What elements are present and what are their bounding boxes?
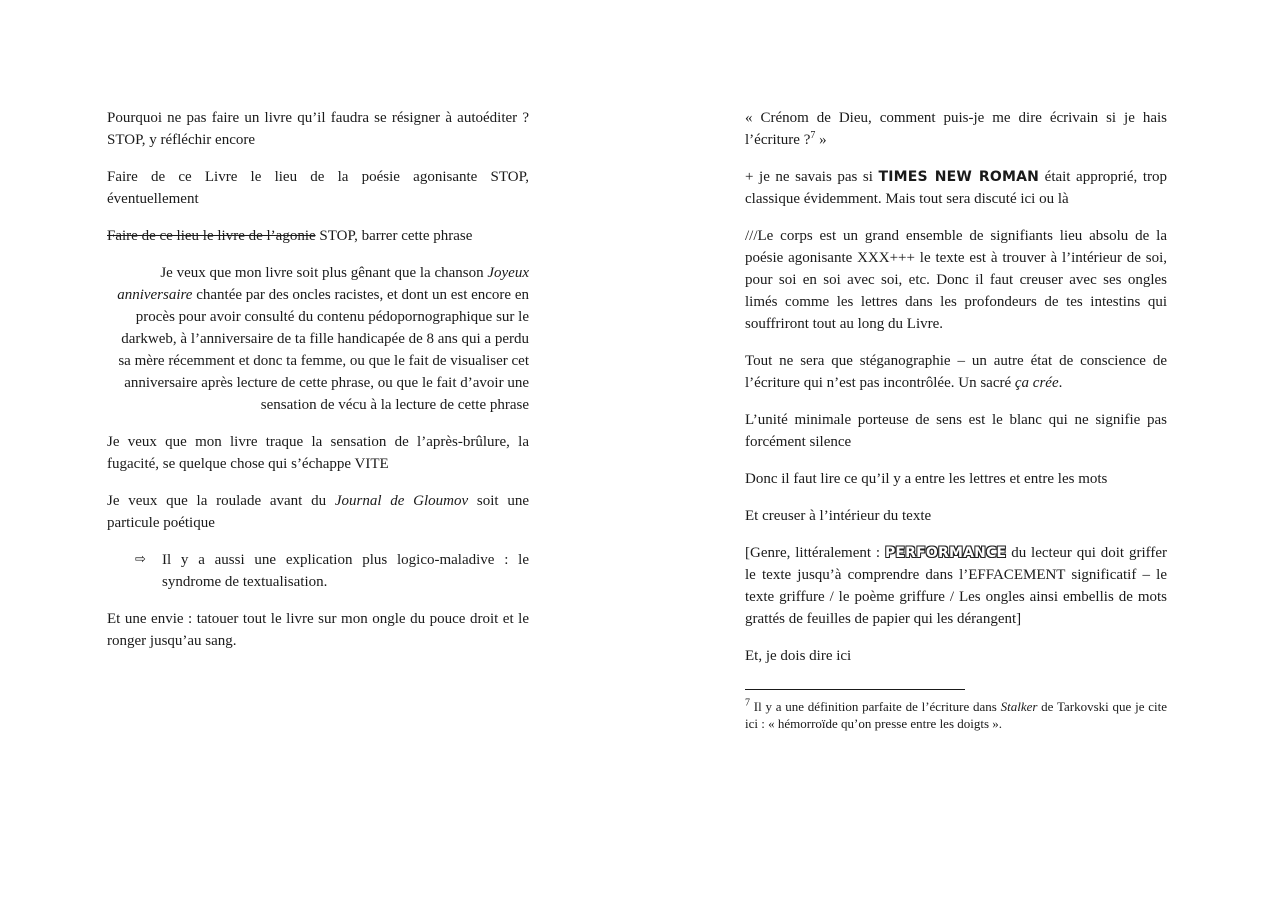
italic-title: Journal de Gloumov	[334, 493, 469, 509]
paragraph-tatouer: Et une envie : tatouer tout le livre sur mon ongle du pouce droit et le ronger jusqu’au sang.	[107, 611, 529, 649]
font-name-display: TIMES NEW ROMAN	[878, 169, 1040, 185]
right-text-column	[745, 107, 1167, 732]
text-run: [Genre, littéralement :	[745, 545, 885, 561]
paragraph-autoediter: Pourquoi ne pas faire un livre qu’il faudra se résigner à autoéditer ? STOP, y réfléchir encore	[107, 110, 529, 148]
paragraph-performance	[745, 542, 1167, 630]
arrow-bullet-item	[135, 549, 529, 593]
text-run: chantée par des oncles racistes, et dont un est encore en procès pour avoir consulté du contenu pédopornographique sur le darkweb, à l’anniversaire de ta fille handicapée de 8 ans qui a perdu sa mère récemment et donc ta femme, ou que le fait de visualiser cet anniversaire après lecture de cette phrase, ou que le fait d’avoir une sensation de vécu à la lecture de cette phrase	[118, 287, 529, 413]
text-run: « Crénom de Dieu, comment puis-je me dire écrivain si je hais l’écriture ?	[745, 110, 1167, 148]
paragraph-lire-entre: Donc il faut lire ce qu’il y a entre les lettres et entre les mots	[745, 471, 1108, 487]
text-run: .	[1058, 375, 1063, 391]
paragraph-crenom	[745, 107, 1167, 151]
left-text-column	[107, 107, 529, 667]
paragraph-struck-phrase	[107, 225, 529, 247]
paragraph-dire-ici: Et, je dois dire ici	[745, 648, 852, 664]
performance-display: PERFORMANCE	[884, 545, 1007, 561]
paragraph-joyeux-anniversaire	[117, 262, 529, 416]
text-run: de Tarkovski que je cite ici : « hémorroïde qu’on presse entre les doigts ».	[745, 699, 1167, 731]
paragraph-corps-signifiants: ///Le corps est un grand ensemble de signifiants lieu absolu de la poésie agonisante XXX+++ le texte est à trouver à l’intérieur de soi, pour soi en soi avec soi, etc. Donc il faut creuser avec ses ongles limés comme les lettres dans les profondeurs de tes intestins qui souffriront tout au long du Livre.	[745, 228, 1167, 332]
bullet-text: Il y a aussi une explication plus logico-maladive : le syndrome de textualisation.	[162, 552, 529, 590]
paragraph-unite-minimale: L’unité minimale porteuse de sens est le blanc qui ne signifie pas forcément silence	[745, 412, 1167, 450]
right-arrow-icon: ⇨	[135, 552, 146, 567]
text-run: + je ne savais pas si	[745, 169, 879, 185]
text-run: Tout ne sera que stéganographie – un autre état de conscience de l’écriture qui n’est pas incontrôlée. Un sacré	[745, 353, 1167, 391]
text-run: Je veux que la roulade avant du	[107, 493, 335, 509]
footnote-number: 7	[745, 697, 750, 709]
paragraph-steganographie	[745, 350, 1167, 394]
text-run: était approprié, trop classique évidemment. Mais tout sera discuté ici ou là	[745, 169, 1167, 207]
text-run: du lecteur qui doit griffer le texte jusqu’à comprendre dans l’EFFACEMENT significatif – le texte griffure / le poème griffure / Les ongles ainsi embellis de mots grattés de feuilles de papier qui les dérangent]	[745, 545, 1167, 627]
text-run: »	[815, 132, 827, 148]
paragraph-roulade	[107, 490, 529, 534]
paragraph-creuser: Et creuser à l’intérieur du texte	[745, 508, 932, 524]
italic-phrase: ça crée	[1014, 375, 1059, 391]
footnote-separator	[745, 689, 965, 690]
struck-paragraph-rest: STOP, barrer cette phrase	[315, 228, 473, 244]
italic-title: Joyeux anniversaire	[117, 265, 529, 303]
paragraph-poesie-agonisante: Faire de ce Livre le lieu de la poésie agonisante STOP, éventuellement	[107, 169, 529, 207]
italic-title: Stalker	[1000, 699, 1038, 714]
paragraph-font-choice	[745, 166, 1167, 210]
footnote-7	[745, 698, 1167, 732]
paragraph-apres-brulure: Je veux que mon livre traque la sensation de l’après-brûlure, la fugacité, se quelque chose qui s’échappe VITE	[107, 434, 529, 472]
text-run: Il y a une définition parfaite de l’écriture dans	[750, 699, 1001, 714]
struck-text: Faire de ce lieu le livre de l’agonie	[107, 228, 316, 244]
footnote-reference: 7	[810, 130, 816, 141]
text-run: soit une particule poétique	[107, 493, 529, 531]
text-run: Je veux que mon livre soit plus gênant que la chanson	[160, 265, 488, 281]
right-page	[638, 0, 1276, 904]
